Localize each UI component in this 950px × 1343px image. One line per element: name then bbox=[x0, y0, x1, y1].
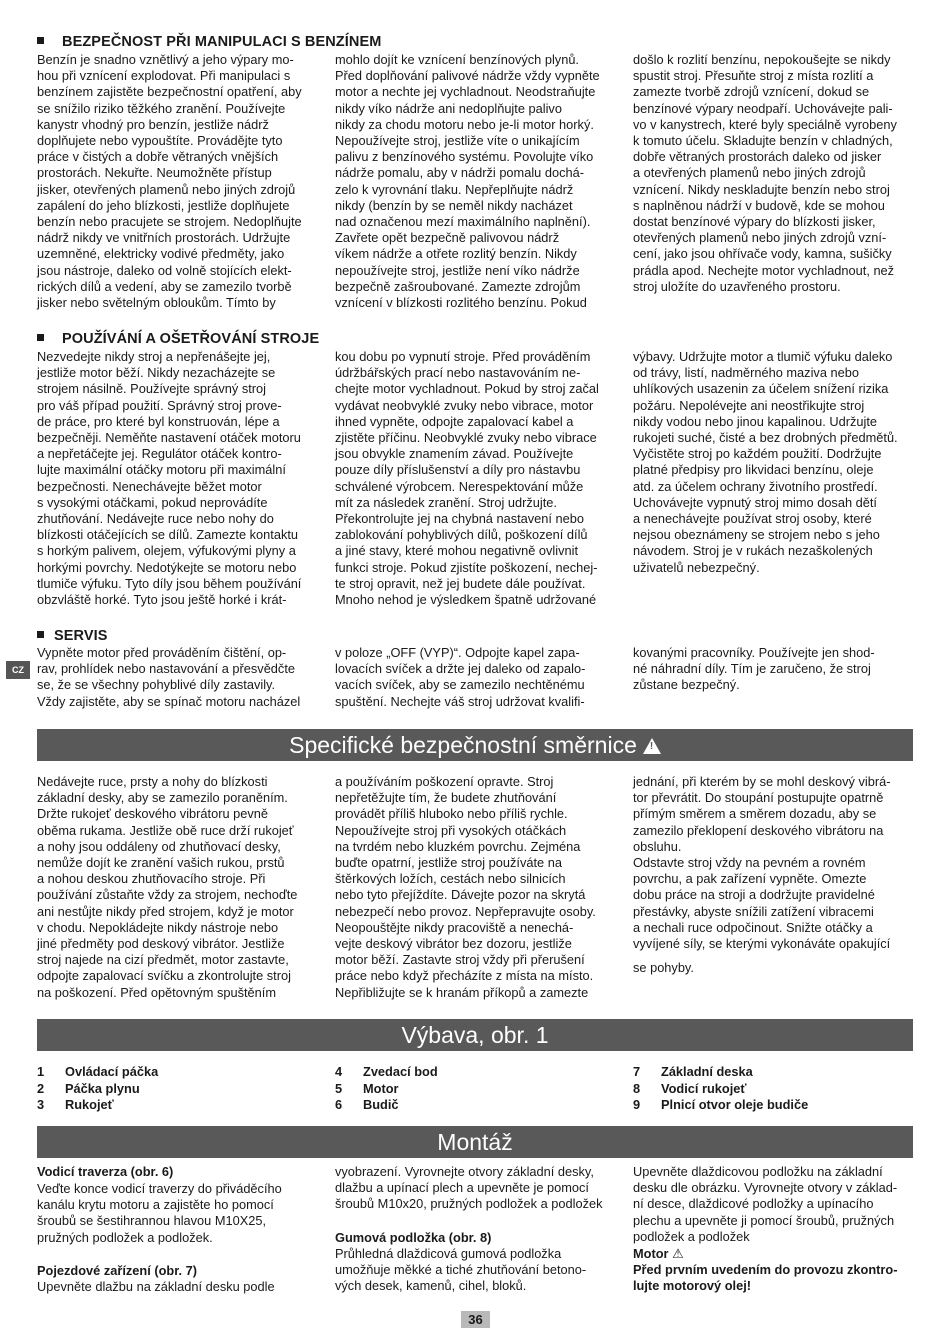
item-number: 8 bbox=[633, 1080, 641, 1096]
montaz-title: Montáž bbox=[437, 1129, 513, 1155]
item-number: 9 bbox=[633, 1097, 641, 1112]
specific-safety-title: Specifické bezpečnostní směrnice bbox=[289, 732, 637, 758]
heading-petrol-safety bbox=[37, 34, 381, 50]
rubber-pad-heading: Gumová podložka (obr. 8) bbox=[335, 1230, 492, 1245]
heading-text: SERVIS bbox=[54, 628, 108, 644]
equipment-item bbox=[633, 1064, 808, 1081]
heading-text: POUŽÍVÁNÍ A OŠETŘOVÁNÍ STROJE bbox=[62, 331, 320, 347]
service-col1: Vypněte motor před prováděním čištění, op- rav, prohlídek nebo nastavování a přesvědčte se, že se všechny pohyblivé díly zastavily. Vždy zajistěte, aby se spínač motoru nacházel bbox=[37, 645, 301, 709]
motor-heading bbox=[633, 1246, 684, 1262]
montaz-col3-text: Upevněte dlaždicovou podložku na základní desku dle obrázku. Vyrovnejte otvory v základ- ní desce, dlaždicové podložky a upínacího plechu a upevněte ji pomocí šroubů, pružných podložek a podložek bbox=[633, 1164, 898, 1244]
item-number: 5 bbox=[335, 1080, 343, 1096]
equipment-bar bbox=[37, 1019, 913, 1051]
item-label: Ovládací páčka bbox=[65, 1064, 159, 1079]
guide-bar-heading: Vodicí traverza (obr. 6) bbox=[37, 1164, 174, 1179]
service-col3: kovanými pracovníky. Používejte jen shod- né náhradní díly. Tím je zaručeno, že stroj zůstane bezpečný. bbox=[633, 645, 875, 693]
equipment-item bbox=[37, 1097, 158, 1114]
item-label: Budič bbox=[363, 1097, 399, 1112]
equipment-list-col3 bbox=[633, 1064, 808, 1114]
use-col2: kou dobu po vypnutí stroje. Před prováděním údržbářských prací nebo nastavováním ne- chejte motor vychladnout. Pokud by stroj začal vydávat neobvyklé zvuky nebo vibrace, motor ihned vypněte, odpojte zapalovací kabel a zjistěte příčinu. Neobvyklé zvuky nebo vibrace jsou obvykle znamením závad. Používejte pouze díly příslušenství a díly pro nástavbu schválené výrobcem. Nerespektování může mít za následek zranění. Stroj udržujte. Překontrolujte jej na chybná nastavení nebo zablokování pohyblivých dílů, poškození dílů a jiné stavy, které mohou negativně ovlivnit funkci stroje. Pokud zjistíte poškození, nechej- te stroj opravit, než jej budete dále používat. Mnoho nehod je výsledkem špatně udržované bbox=[335, 349, 599, 608]
equipment-item bbox=[37, 1064, 158, 1081]
item-number: 6 bbox=[335, 1097, 343, 1112]
item-label: Rukojeť bbox=[65, 1097, 114, 1112]
equipment-item bbox=[633, 1097, 808, 1114]
square-bullet-icon bbox=[37, 631, 44, 638]
motor-heading-text: Motor bbox=[633, 1246, 669, 1261]
item-label: Motor bbox=[363, 1080, 399, 1096]
petrol-col1: Benzín je snadno vznětlivý a jeho výpary mo- hou při vznícení explodovat. Při manipulaci s benzínem zajistěte bezpečnostní opatření, aby se snížilo riziko těžkého zranění. Používejte kanystr vhodný pro benzín, jestliže nádrž doplňujete nebo vypouštíte. Provádějte tyto práce v čistých a dobře větraných vnějších prostorách. Nekuřte. Neumožněte přístup jisker, otevřených plamenů nebo jiných zdrojů zapálení do jeho blízkosti, jestliže doplňujete benzín nebo pracujete se strojem. Nedoplňujte nádrž nikdy ve vnitřních prostorách. Udržujte uzemněné, elektricky vodivé předměty, jako jsou nástroje, daleko od volně stojících elekt- rických dílů a vedení, aby se zamezilo tvorbě jisker nebo světelným obloukům. Tímto by bbox=[37, 52, 302, 311]
equipment-list-col2 bbox=[335, 1064, 438, 1114]
heading-service bbox=[37, 628, 108, 644]
petrol-col3: došlo k rozlití benzínu, nepokoušejte se nikdy spustit stroj. Přesuňte stroj z místa rozlití a zamezte tvorbě zdrojů vznícení, dokud se benzínové výpary neodpaří. Uchovávejte pali- vo v kanystrech, které byly speciálně vyrobeny k tomuto účelu. Skladujte benzín v chladných, dobře větraných prostorách daleko od jisker a otevřených plamenů nebo jiných zdrojů vznícení. Nikdy neskladujte benzín nebo stroj s naplněnou nádrží v budově, kde se mohou dostat benzínové výpary do blízkosti jisker, otevřených plamenů nebo jiných zdrojů vzní- cení, jako jsou ohřívače vody, kamna, sušičky prádla apod. Nechejte motor vychladnout, než stroj uložíte do uzavřeného prostoru. bbox=[633, 52, 897, 294]
item-label: Plnicí otvor oleje budiče bbox=[661, 1097, 809, 1112]
specific-col1: Nedávejte ruce, prsty a nohy do blízkosti základní desky, aby se zamezilo poraněním. Držte rukojeť deskového vibrátoru pevně oběma rukama. Jestliže obě ruce drží rukojeť a nohy jsou oddáleny od zhutňovací desky, nemůže dojít ke zranění vašich rukou, prstů a nohou deskou zhutňovacího stroje. Při používání zůstaňte vždy za strojem, nechoďte ani nestůjte nikdy před strojem, když je motor v chodu. Nepokládejte nikdy nástroje nebo jiné předměty pod deskový vibrátor. Jestliže stroj najede na cizí předmět, motor zastavte, odpojte zapalovací svíčku a zkontrolujte stroj na poškození. Před opětovným spuštěním bbox=[37, 774, 298, 1000]
travel-device-heading: Pojezdové zařízení (obr. 7) bbox=[37, 1263, 197, 1278]
specific-safety-bar bbox=[37, 729, 913, 761]
equipment-item bbox=[633, 1081, 808, 1098]
guide-bar-text: Veďte konce vodicí traverzy do přiváděcího kanálu krytu motoru a zajistěte ho pomocí šroubů se šestihrannou hlavou M10X25, pružných podložek a podložek. bbox=[37, 1181, 282, 1245]
item-label: Zvedací bod bbox=[363, 1064, 438, 1079]
equipment-title: Výbava, obr. 1 bbox=[401, 1022, 549, 1048]
service-col2: v poloze „OFF (VYP)“. Odpojte kapel zapa- lovacích svíček a držte jej daleko od zapalo- vacích svíček, aby se zamezilo nechtěnému spuštění. Nechejte váš stroj udržovat kvalifi- bbox=[335, 645, 586, 709]
item-number: 3 bbox=[37, 1097, 45, 1112]
use-col1: Nezvedejte nikdy stroj a nepřenášejte jej, jestliže motor běží. Nikdy nezacházejte se strojem násilně. Používejte správný stroj pro váš případ použití. Správný stroj prove- de práce, pro které byl konstruován, lépe a bezpečněji. Neměňte nastavení otáček motoru a nepřetáčejte jej. Regulátor otáček kontro- lujte maximální otáčky motoru při maximální bezpečnosti. Nenechávejte běžet motor s vysokými otáčkami, pokud neprovádíte zhutňování. Nedávejte ruce nebo nohy do blízkosti otáčejících se dílů. Zamezte kontaktu s horkým palivem, olejem, výfukovými plyny a horkými povrchy. Nedotýkejte se motoru nebo tlumiče výfuku. Tyto díly jsou během používání obzvláště horké. Tyto jsou ještě horké i krát- bbox=[37, 349, 302, 608]
equipment-item bbox=[335, 1097, 438, 1114]
specific-col3: jednání, při kterém by se mohl deskový vibrá- tor převrátit. Do stoupání postupujte opatrně přímým směrem a směrem dozadu, aby se zamezilo překlopení deskového vibrátoru na obsluhu. Odstavte stroj vždy na pevném a rovném povrchu, a pak zařízení vypněte. Omezte dobu práce na stroji a dodržujte pravidelné přestávky, abyste snížili zatížení vibracemi a nechali ruce odpočinout. Snižte otáčky a vyvíjené síly, se kterými vykonáváte opakující bbox=[633, 774, 891, 952]
specific-col3-tail: se pohyby. bbox=[633, 960, 694, 975]
language-tab: CZ bbox=[6, 661, 30, 679]
equipment-item bbox=[335, 1081, 438, 1098]
specific-col2: a používáním poškození opravte. Stroj nepřetěžujte tím, že budete zhutňování provádět příliš hluboko nebo příliš rychle. Nepoužívejte stroj při vysokých otáčkách na tvrdém nebo kluzkém povrchu. Zejména buďte opatrní, jestliže stroj používáte na štěrkových ložích, cestách nebo silnicích nebo tyto přejíždíte. Dávejte pozor na skrytá nebezpečí nebo provoz. Nepřepravujte osoby. Neopouštějte nikdy pracoviště a nenechá- vejte deskový vibrátor bez dozoru, jestliže motor běží. Zastavte stroj vždy při přerušení práce nebo když přecházíte z místa na místo. Nepřibližujte se k hranám příkopů a zamezte bbox=[335, 774, 596, 1000]
square-bullet-icon bbox=[37, 334, 44, 341]
travel-device-text: Upevněte dlažbu na základní desku podle bbox=[37, 1279, 275, 1294]
equipment-item bbox=[335, 1064, 438, 1081]
motor-oil-warning: Před prvním uvedením do provozu zkontro- lujte motorový olej! bbox=[633, 1262, 898, 1294]
equipment-list-col1 bbox=[37, 1064, 158, 1114]
warning-triangle-icon bbox=[643, 738, 661, 754]
item-label: Vodicí rukojeť bbox=[661, 1080, 747, 1096]
page-number: 36 bbox=[461, 1311, 490, 1328]
item-label: Základní deska bbox=[661, 1064, 753, 1079]
item-number: 2 bbox=[37, 1080, 45, 1096]
item-number: 4 bbox=[335, 1064, 343, 1079]
warning-triangle-icon: ⚠ bbox=[672, 1246, 684, 1261]
petrol-col2: mohlo dojít ke vznícení benzínových plynů. Před doplňování palivové nádrže vždy vypněte motor a nechte jej vychladnout. Neodstraňujte nikdy víko nádrže ani nedoplňujte palivo nikdy za chodu motoru nebo je-li motor horký. Nepoužívejte stroj, jestliže víte o unikajícím palivu z benzínového systému. Povolujte víko nádrže pomalu, aby v nádrži pomalu dochá- zelo k vyrovnání tlaku. Nepřeplňujte nádrž nikdy (benzín by se neměl nikdy nacházet nad označenou mezí maximálního naplnění). Zavřete opět bezpečně palivovou nádrž víkem nádrže a otřete rozlitý benzín. Nikdy nepoužívejte stroj, jestliže není víko nádrže bezpečně zašroubované. Zamezte zdrojům vznícení v blízkosti rozlitého benzínu. Pokud bbox=[335, 52, 600, 311]
equipment-item bbox=[37, 1081, 158, 1098]
rubber-pad-text: Průhledná dlaždicová gumová podložka umožňuje měkké a tiché zhutňování betono- vých desek, kamenů, cihel, bloků. bbox=[335, 1246, 587, 1294]
heading-text: BEZPEČNOST PŘI MANIPULACI S BENZÍNEM bbox=[62, 34, 382, 50]
item-number: 7 bbox=[633, 1064, 641, 1079]
square-bullet-icon bbox=[37, 37, 44, 44]
montaz-bar bbox=[37, 1126, 913, 1158]
heading-use-care bbox=[37, 331, 319, 347]
montaz-col2-text: vyobrazení. Vyrovnejte otvory základní desky, dlažbu a upínací plech a upevněte je pomocí šroubů M10x20, pružných podložek a podložek bbox=[335, 1164, 603, 1212]
item-label: Páčka plynu bbox=[65, 1080, 140, 1096]
use-col3: výbavy. Udržujte motor a tlumič výfuku daleko od trávy, listí, nadměrného maziva nebo uhlíkových usazenin za účelem snížení rizika požáru. Nepolévejte ani neostřikujte stroj nikdy vodou nebo jinou kapalinou. Udržujte rukojeti suché, čisté a bez drobných předmětů. Vyčistěte stroj po každém použití. Dodržujte platné předpisy pro likvidaci benzínu, oleje atd. za účelem ochrany životního prostředí. Uchovávejte vypnutý stroj mimo dosah dětí a nenechávejte používat stroj osoby, které nejsou obeznámeny se strojem nebo s jeho návodem. Stroj je v rukách nezaškolených uživatelů nebezpečný. bbox=[633, 349, 898, 575]
item-number: 1 bbox=[37, 1064, 45, 1079]
